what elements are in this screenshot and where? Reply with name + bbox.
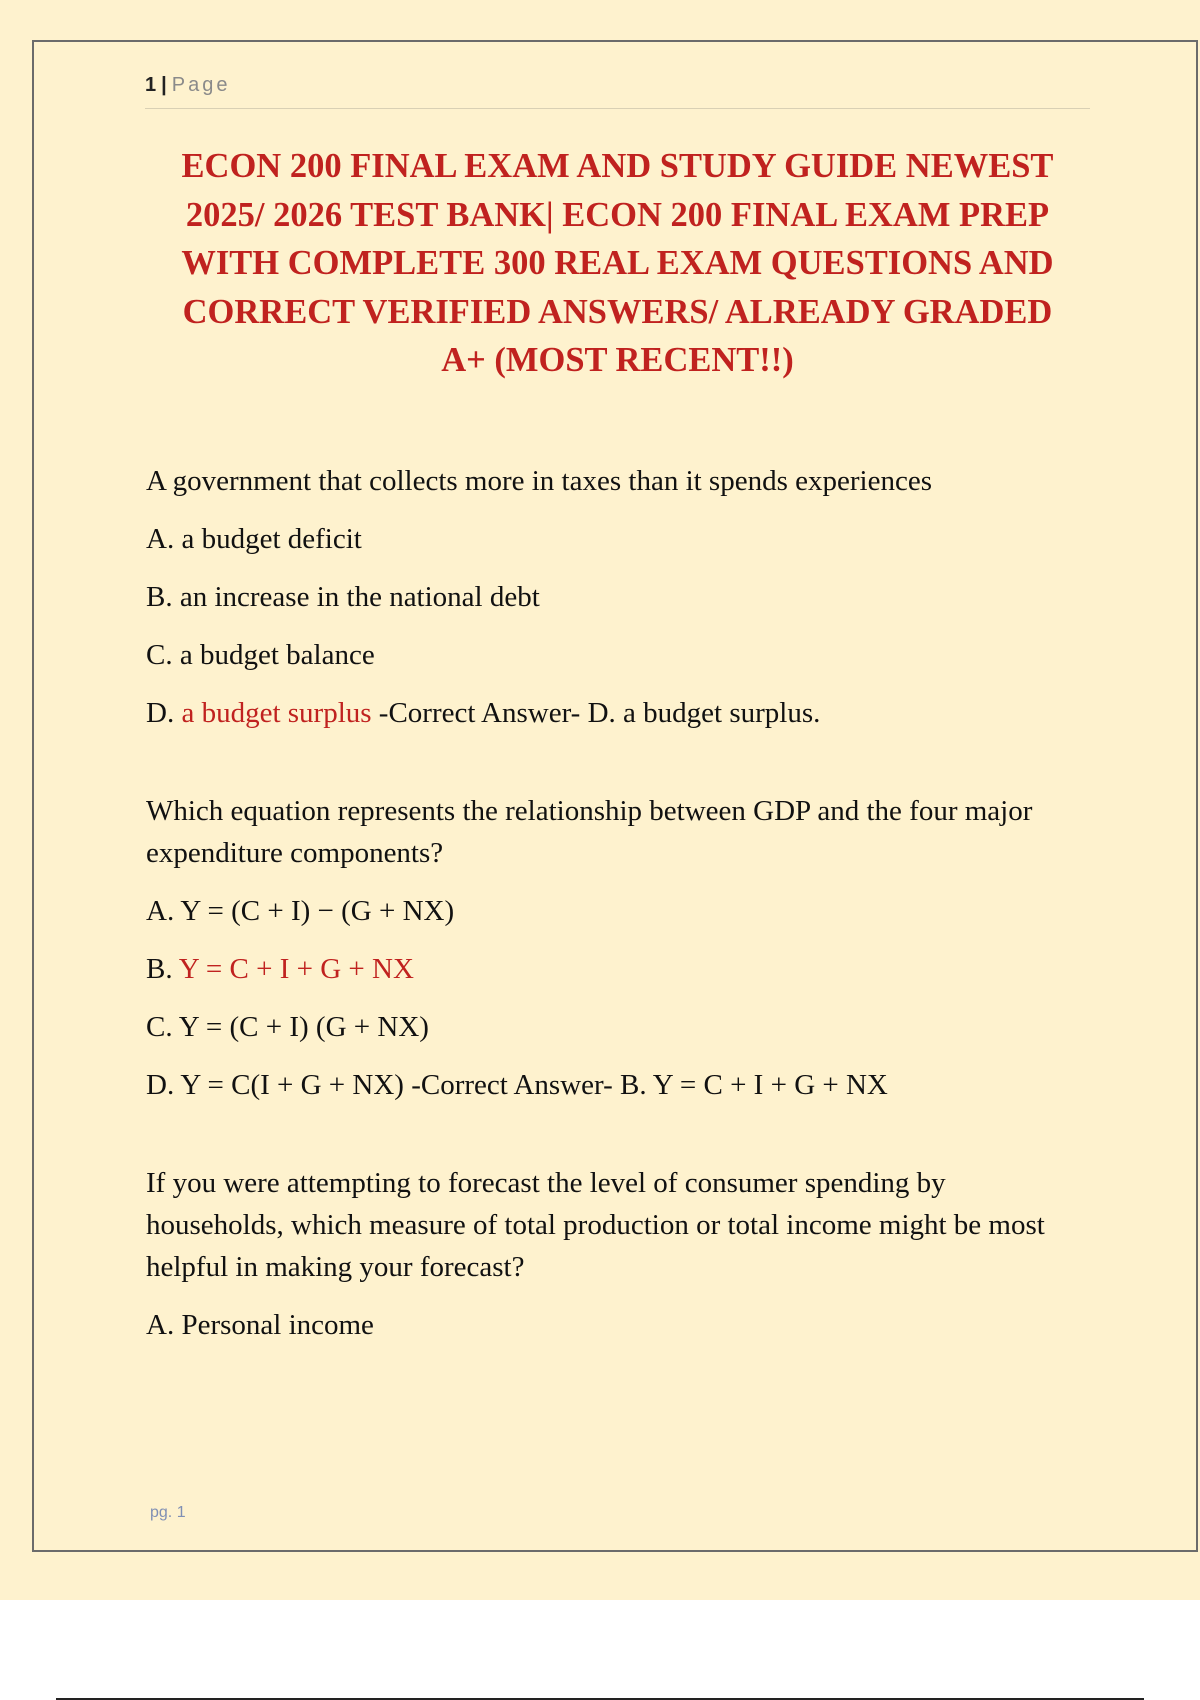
question-block-1 <box>146 460 1086 734</box>
option-d: D. a budget surplus -Correct Answer- D. a budget surplus. <box>146 697 821 729</box>
title-line: CORRECT VERIFIED ANSWERS/ ALREADY GRADED <box>182 292 1053 331</box>
option-c: C. Y = (C + I) (G + NX) <box>146 1011 429 1043</box>
question-block-3 <box>146 1162 1086 1346</box>
correct-answer-note: -Correct Answer- B. Y = C + I + G + NX <box>403 1069 888 1101</box>
document-title <box>150 142 1085 385</box>
footer-page-number: pg. 1 <box>150 1504 186 1521</box>
option-c: C. a budget balance <box>146 639 375 671</box>
correct-option-highlight: a budget surplus <box>181 697 372 729</box>
title-line: WITH COMPLETE 300 REAL EXAM QUESTIONS AND <box>181 244 1054 282</box>
option-a: A. a budget deficit <box>146 523 362 555</box>
page-label: Page <box>171 74 231 96</box>
page-header <box>145 74 1090 109</box>
header-separator: | <box>161 74 168 96</box>
question-list <box>146 460 1086 1346</box>
option-a: A. Personal income <box>146 1309 374 1341</box>
option-b: B. an increase in the national debt <box>146 581 540 613</box>
correct-option-highlight: Y = C + I + G + NX <box>178 953 414 985</box>
option-d: D. Y = C(I + G + NX) -Correct Answer- B. Y = C + I + G + NX <box>146 1069 888 1101</box>
question-text: If you were attempting to forecast the level of consumer spending by households, which measure of total production or total income might be most helpful in making your forecast? <box>146 1167 1045 1283</box>
page-number: 1 <box>145 74 158 96</box>
question-text: Which equation represents the relationship between GDP and the four major expenditure components? <box>146 795 1033 869</box>
title-line: A+ (MOST RECENT!!) <box>441 341 794 379</box>
title-line: ECON 200 FINAL EXAM AND STUDY GUIDE NEWEST <box>181 147 1054 185</box>
option-b: B. Y = C + I + G + NX <box>146 953 414 985</box>
question-text: A government that collects more in taxes than it spends experiences <box>146 465 932 497</box>
title-line: 2025/ 2026 TEST BANK| ECON 200 FINAL EXAM PREP <box>185 195 1050 234</box>
correct-answer-note: -Correct Answer- D. a budget surplus. <box>371 697 821 729</box>
question-block-2 <box>146 790 1086 1106</box>
option-a: A. Y = (C + I) − (G + NX) <box>146 895 455 927</box>
